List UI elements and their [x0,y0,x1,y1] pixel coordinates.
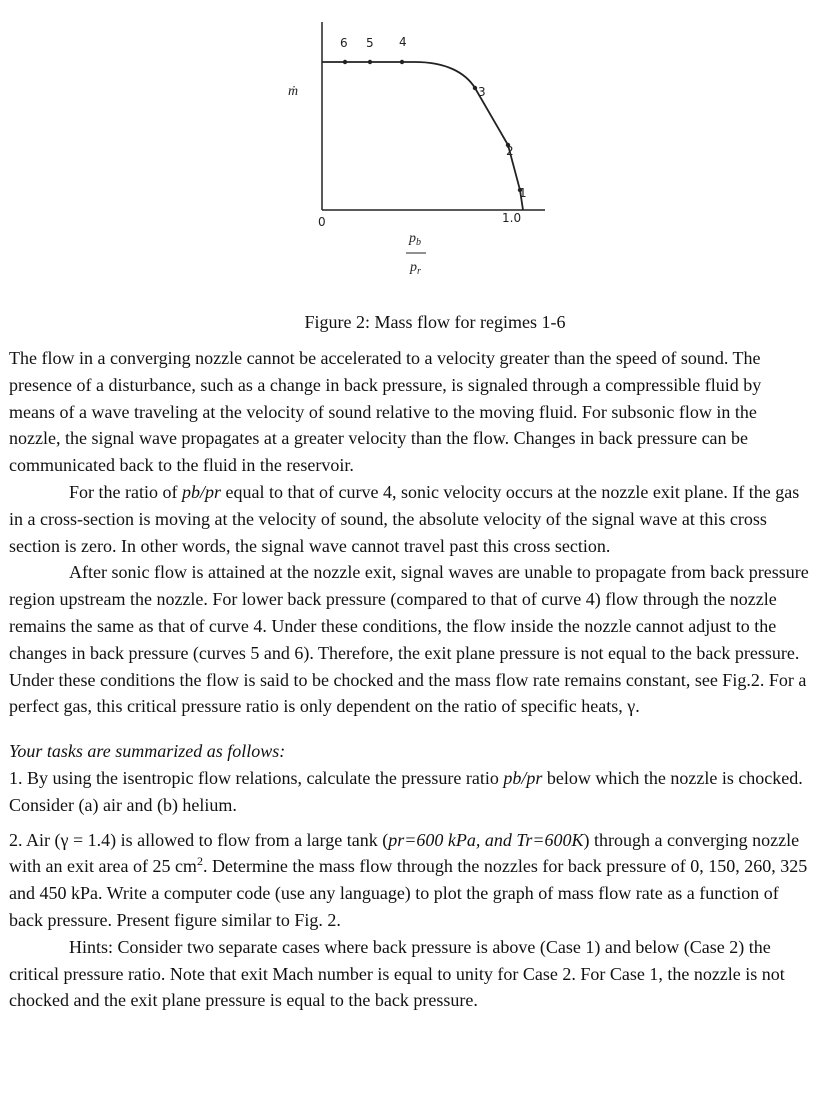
task1-ratio: pb/pr [503,767,543,788]
tasks-label: Your tasks are summarized as follows: [9,741,286,762]
tank-conditions: pr=600 kPa, and Tr=600K [388,829,584,850]
curve-label-1: 1 [519,186,527,200]
x-end-label: 1.0 [502,211,522,225]
figure-caption: Figure 2: Mass flow for regimes 1-6 [304,312,566,332]
paragraph-3: After sonic flow is attained at the nozzle exit, signal waves are unable to propagate from back pressure region upstream the nozzle. For lower back pressure (compared to that of curve 4) flow through the nozzle remains the same as that of curve 4. Under these conditions, the flow inside the nozzle cannot adjust to the changes in back pressure (curves 5 and 6). Therefore, the exit plane pressure is not equal to the back pressure. Under these conditions the flow is said to be chocked and the mass flow rate remains constant, see Fig.2. For a perfect gas, this critical pressure ratio is only dependent on the ratio of specific heats, γ. [9,562,809,717]
task-2: 2. Air (γ = 1.4) is allowed to flow from a large tank (pr=600 kPa, and Tr=600K) through a converging nozzle with an exit area of 25 $cm^2$. Determine the mass flow through the nozzles for back pressure of 0, 150, 260, 325 and 450 kPa. Write a computer code (use any language) to plot the graph of mass flow rate as a function of back pressure. Present figure similar to Fig. 2. [9,829,808,930]
pressure-ratio: pb/pr [181,481,221,502]
point-5 [368,60,372,64]
mass-flow-curve [322,62,523,210]
x-axis-label [406,231,426,277]
curve-label-2: 2 [506,144,514,158]
paragraph-2: For the ratio of pb/pr equal to that of curve 4, sonic velocity occurs at the nozzle exit plane. If the gas in a cross-section is moving at the velocity of sound, the absolute velocity of the signal wave at this cross section is zero. In other words, the signal wave cannot travel past this cross section. [9,481,800,556]
x-axis-denominator: $p_r$ [410,260,421,277]
paragraph-1: The flow in a converging nozzle cannot be accelerated to a velocity greater than the speed of sound. The presence of a disturbance, such as a change in back pressure, is signaled through a compressible fluid by means of a wave traveling at the velocity of sound relative to the moving fluid. For subsonic flow in the nozzle, the signal wave propagates at a greater velocity than the flow. Changes in back pressure can be communicated back to the fluid in the reservoir. [9,348,762,476]
point-4 [400,60,404,64]
hints-paragraph: Hints: Consider two separate cases where back pressure is above (Case 1) and below (Case 2) the critical pressure ratio. Note that exit Mach number is equal to unity for Case 2. For Case 1, the nozzle is not chocked and the exit plane pressure is equal to the back pressure. [9,936,785,1011]
point-6 [343,60,347,64]
x-axis-numerator: $p_b$ [409,231,421,248]
curve-label-4: 4 [399,35,407,49]
point-3 [473,86,477,90]
mass-flow-figure [270,0,630,300]
y-axis-label: ṁ [288,84,299,99]
task-1: 1. By using the isentropic flow relations, calculate the pressure ratio pb/pr below which the nozzle is chocked. Consider (a) air and (b) helium. [9,767,803,815]
curve-label-5: 5 [366,36,374,50]
body-text [9,345,809,1014]
curve-label-3: 3 [478,85,486,99]
area-exponent: 2 [196,854,203,869]
mass-flow-chart [270,0,630,300]
x-origin-label: 0 [318,215,326,229]
curve-label-6: 6 [340,36,348,50]
